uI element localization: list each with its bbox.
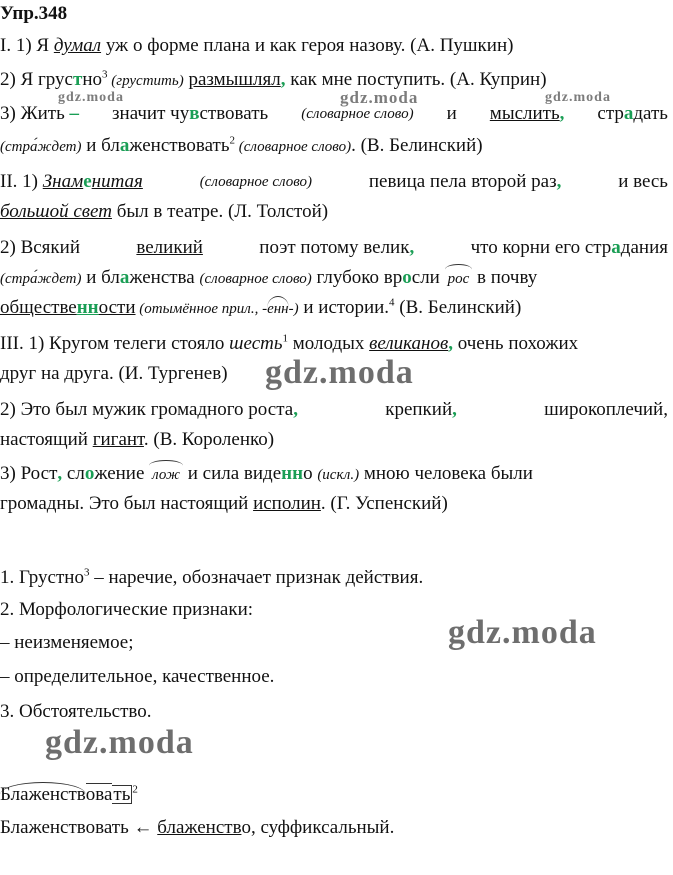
watermark: gdz.moda — [45, 724, 194, 761]
sentence-7: 2) Это был мужик громадного роста, крепкий, широкоплечий, — [0, 399, 668, 420]
sentence-4: II. 1) Знаменитая (словарное слово) певица пела второй раз, и весь — [0, 171, 668, 192]
sentence-5-cont2: общественности (отымённое прил., -енн-) и истории.$^4$ (В. Белинский) — [0, 296, 668, 321]
sentence-6: III. 1) Кругом телеги стояло шесть$^1$ молодых великанов, очень похожих — [0, 332, 579, 354]
sentence-5-cont: (стра́ждет) и блаженства (словарное слово) глубоко вросли рос в почву — [0, 266, 668, 291]
sentence-3-cont: (стра́ждет) и блаженствовать$^2$ (словарное слово). (В. Белинский) — [0, 134, 483, 156]
word-formation: Блаженствовать ← блаженство, суффиксальный. — [0, 817, 395, 838]
ending-box: ть — [113, 784, 131, 805]
suffix-mark: енн — [267, 296, 289, 321]
root-arc: Блаженств — [0, 784, 86, 805]
sentence-8-cont: громадны. Это был настоящий исполин. (Г. Успенский) — [0, 493, 448, 514]
sentence-5: 2) Всякий великий поэт потому велик, что корни его страдания — [0, 237, 668, 258]
watermark: gdz.moda — [340, 88, 419, 107]
word-structure: Блаженствовать $^2$ — [0, 783, 138, 805]
sentence-3: 3) Жить – значит чувствовать (словарное слово) и мыслить, страдать — [0, 103, 668, 124]
watermark: gdz.moda — [58, 90, 124, 105]
root-mark: лож — [149, 463, 183, 487]
analysis-3: – неизменяемое; — [0, 632, 134, 653]
analysis-5: 3. Обстоятельство. — [0, 701, 152, 722]
analysis-4: – определительное, качественное. — [0, 666, 275, 687]
sentence-1: I. 1) Я думал уж о форме плана и как героя назову. (А. Пушкин) — [0, 35, 514, 56]
watermark: gdz.moda — [265, 354, 414, 391]
exercise-title: Упр.348 — [0, 3, 68, 24]
sentence-2: 2) Я грустно$^3$ (грустить) размышлял, как мне поступить. (А. Куприн) — [0, 68, 547, 90]
root-mark: рос — [445, 267, 473, 291]
watermark: gdz.moda — [448, 614, 597, 651]
sentence-8: 3) Рост, сложение лож и сила виденно (искл.) мною человека были — [0, 462, 668, 487]
watermark: gdz.moda — [545, 90, 611, 105]
sentence-7-cont: настоящий гигант. (В. Короленко) — [0, 429, 275, 450]
sentence-6-cont: друг на друга. (И. Тургенев) — [0, 363, 228, 384]
sentence-4-cont: большой свет был в театре. (Л. Толстой) — [0, 201, 329, 222]
analysis-2: 2. Морфологические признаки: — [0, 599, 254, 620]
analysis-1: 1. Грустно$^3$ – наречие, обозначает признак действия. — [0, 566, 424, 588]
